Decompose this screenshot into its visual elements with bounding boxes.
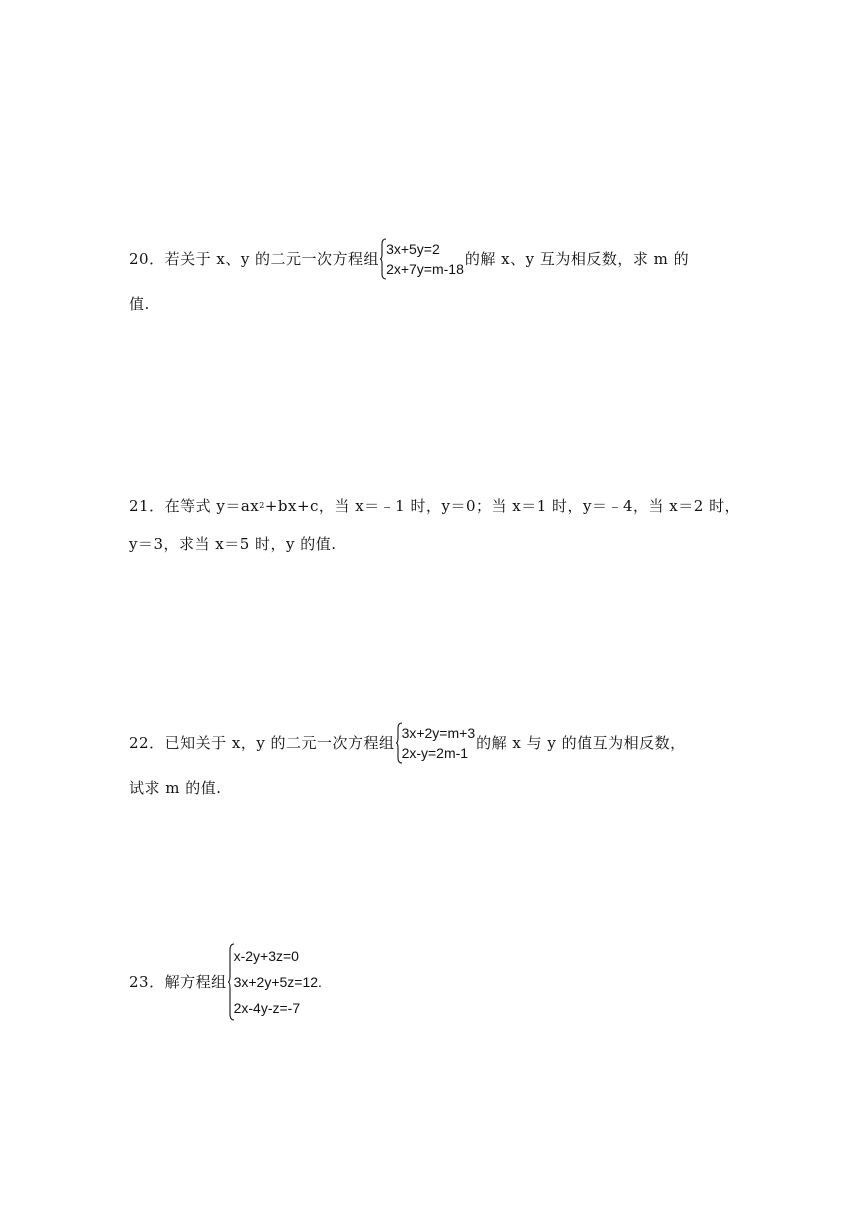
problem-22-text: 22．已知关于 x，y 的二元一次方程组 — [129, 734, 395, 752]
problem-21-text-a: 21．在等式 y＝ax — [129, 497, 260, 515]
problem-21 — [129, 496, 739, 554]
equation-system-20 — [380, 238, 464, 280]
problem-20-continuation: 值. — [129, 295, 150, 313]
problem-21-line-2: y＝3，求当 x＝5 时，y 的值. — [129, 535, 337, 553]
problem-20 — [129, 238, 739, 314]
problem-21-line-1: 21．在等式 y＝ax 2 +bx+c，当 x＝﹣1 时，y＝0；当 x＝1 时，y＝﹣4，当 x＝2 时， — [129, 497, 741, 515]
problem-20-text-after: 的解 x、y 互为相反数，求 m 的 — [464, 250, 690, 268]
equation-22-2: 2x-y=2m-1 — [401, 745, 469, 761]
equation-system-23 — [228, 943, 322, 1021]
problem-22-continuation: 试求 m 的值. — [129, 779, 222, 797]
equation-20-1: 3x+5y=2 — [386, 241, 440, 257]
problem-23-text: 23．解方程组 — [129, 973, 227, 991]
problem-22-text-after: 的解 x 与 y 的值互为相反数， — [476, 734, 686, 752]
equation-23-2: 3x+2y+5z=12. — [233, 974, 322, 990]
equation-23-1: x-2y+3z=0 — [233, 948, 299, 964]
problem-20-text: 20．若关于 x、y 的二元一次方程组 — [129, 250, 380, 268]
left-brace-icon — [228, 943, 234, 1021]
equation-23-3: 2x-4y-z=-7 — [233, 1000, 301, 1016]
equation-system-22 — [396, 722, 476, 764]
equation-20-2: 2x+7y=m-18 — [386, 261, 464, 277]
problem-21-text-b: +bx+c，当 x＝﹣1 时，y＝0；当 x＝1 时，y＝﹣4，当 x＝2 时， — [264, 497, 741, 515]
problem-22 — [129, 722, 739, 798]
left-brace-icon — [396, 722, 402, 764]
left-brace-icon — [380, 238, 386, 280]
problem-23 — [129, 943, 739, 1021]
equation-22-1: 3x+2y=m+3 — [401, 725, 476, 741]
